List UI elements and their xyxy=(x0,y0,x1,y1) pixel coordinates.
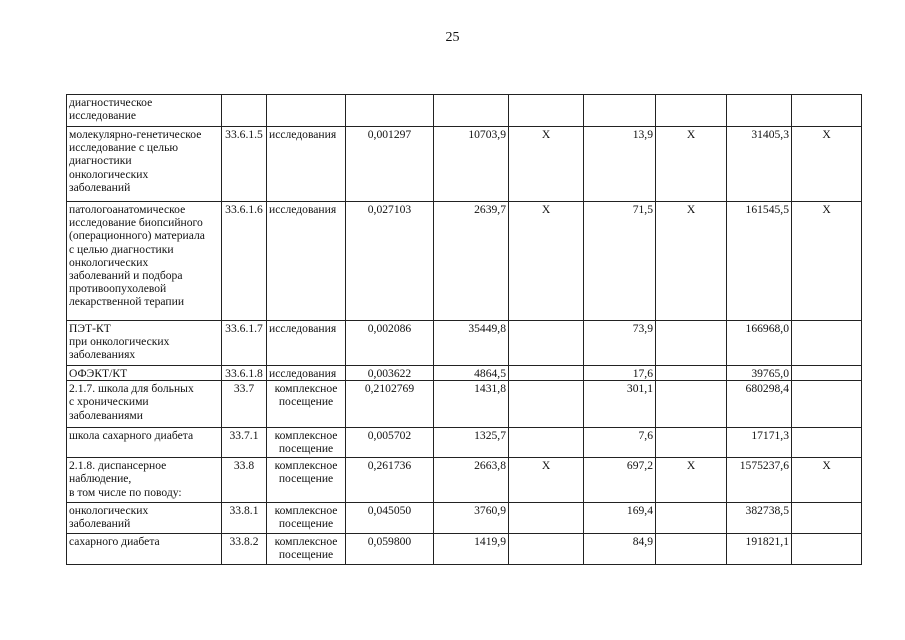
table-row xyxy=(67,321,862,366)
row-name: сахарного диабета xyxy=(67,534,222,565)
row-unit: комплексное посещение xyxy=(267,503,346,534)
row-x3 xyxy=(792,534,862,565)
row-x1: X xyxy=(509,202,584,321)
row-code: 33.8.1 xyxy=(222,503,267,534)
row-x2: X xyxy=(656,127,727,202)
table-row xyxy=(67,95,862,127)
row-per-capita: 7,6 xyxy=(584,428,656,458)
row-norm: 0,059800 xyxy=(346,534,434,565)
row-unit: комплексное посещение xyxy=(267,381,346,428)
row-norm: 0,005702 xyxy=(346,428,434,458)
row-unit: исследования xyxy=(267,321,346,366)
row-x1 xyxy=(509,381,584,428)
table-row xyxy=(67,127,862,202)
row-name: ОФЭКТ/КТ xyxy=(67,366,222,381)
table-row xyxy=(67,381,862,428)
row-code: 33.7.1 xyxy=(222,428,267,458)
row-total xyxy=(727,95,792,127)
row-per-capita: 301,1 xyxy=(584,381,656,428)
row-x2 xyxy=(656,534,727,565)
row-x3: X xyxy=(792,202,862,321)
row-cost xyxy=(434,95,509,127)
tariff-table xyxy=(66,94,862,565)
row-x1 xyxy=(509,321,584,366)
table-row xyxy=(67,428,862,458)
row-unit: комплексное посещение xyxy=(267,534,346,565)
row-per-capita: 697,2 xyxy=(584,458,656,503)
row-per-capita: 169,4 xyxy=(584,503,656,534)
row-code: 33.8 xyxy=(222,458,267,503)
row-name: патологоанатомическое исследование биопсийного (операционного) материала с целью диагностики онкологических заболеваний и подбора противоопухолевой лекарственной терапии xyxy=(67,202,222,321)
page-number: 25 xyxy=(445,30,460,45)
row-name: 2.1.7. школа для больных с хроническими заболеваниями xyxy=(67,381,222,428)
row-x3 xyxy=(792,321,862,366)
row-norm: 0,027103 xyxy=(346,202,434,321)
row-total: 161545,5 xyxy=(727,202,792,321)
row-cost: 1431,8 xyxy=(434,381,509,428)
row-x3 xyxy=(792,366,862,381)
row-x2 xyxy=(656,321,727,366)
row-norm: 0,001297 xyxy=(346,127,434,202)
row-x1: X xyxy=(509,127,584,202)
row-code: 33.8.2 xyxy=(222,534,267,565)
row-total: 382738,5 xyxy=(727,503,792,534)
row-x2: X xyxy=(656,458,727,503)
row-x2 xyxy=(656,428,727,458)
row-x2 xyxy=(656,366,727,381)
row-total: 31405,3 xyxy=(727,127,792,202)
row-code: 33.6.1.6 xyxy=(222,202,267,321)
row-total: 1575237,6 xyxy=(727,458,792,503)
row-name: молекулярно-генетическое исследование с целью диагностики онкологических заболеваний xyxy=(67,127,222,202)
row-code: 33.6.1.8 xyxy=(222,366,267,381)
row-name: ПЭТ-КТ при онкологических заболеваниях xyxy=(67,321,222,366)
row-x3: X xyxy=(792,458,862,503)
row-unit: комплексное посещение xyxy=(267,428,346,458)
row-total: 39765,0 xyxy=(727,366,792,381)
row-code: 33.6.1.7 xyxy=(222,321,267,366)
row-total: 191821,1 xyxy=(727,534,792,565)
table-row xyxy=(67,366,862,381)
row-unit: исследования xyxy=(267,366,346,381)
row-norm xyxy=(346,95,434,127)
row-cost: 4864,5 xyxy=(434,366,509,381)
row-x3 xyxy=(792,503,862,534)
row-total: 166968,0 xyxy=(727,321,792,366)
row-x2 xyxy=(656,503,727,534)
row-cost: 1419,9 xyxy=(434,534,509,565)
row-x1 xyxy=(509,503,584,534)
row-x1 xyxy=(509,534,584,565)
row-norm: 0,261736 xyxy=(346,458,434,503)
row-norm: 0,045050 xyxy=(346,503,434,534)
row-cost: 10703,9 xyxy=(434,127,509,202)
row-x2: X xyxy=(656,202,727,321)
row-code: 33.7 xyxy=(222,381,267,428)
row-name: школа сахарного диабета xyxy=(67,428,222,458)
row-per-capita xyxy=(584,95,656,127)
row-cost: 1325,7 xyxy=(434,428,509,458)
row-x1 xyxy=(509,366,584,381)
row-x2 xyxy=(656,381,727,428)
row-x1 xyxy=(509,95,584,127)
row-x3: X xyxy=(792,127,862,202)
row-norm: 0,002086 xyxy=(346,321,434,366)
row-total: 17171,3 xyxy=(727,428,792,458)
row-unit xyxy=(267,95,346,127)
table-row xyxy=(67,458,862,503)
row-unit: исследования xyxy=(267,202,346,321)
row-cost: 3760,9 xyxy=(434,503,509,534)
table-row xyxy=(67,534,862,565)
row-x3 xyxy=(792,95,862,127)
row-name: диагностическое исследование xyxy=(67,95,222,127)
row-unit: комплексное посещение xyxy=(267,458,346,503)
row-x2 xyxy=(656,95,727,127)
table-row xyxy=(67,202,862,321)
row-code xyxy=(222,95,267,127)
row-per-capita: 13,9 xyxy=(584,127,656,202)
row-per-capita: 17,6 xyxy=(584,366,656,381)
row-per-capita: 73,9 xyxy=(584,321,656,366)
row-cost: 2663,8 xyxy=(434,458,509,503)
row-x1 xyxy=(509,428,584,458)
row-norm: 0,2102769 xyxy=(346,381,434,428)
row-cost: 35449,8 xyxy=(434,321,509,366)
row-x3 xyxy=(792,381,862,428)
row-cost: 2639,7 xyxy=(434,202,509,321)
row-name: онкологических заболеваний xyxy=(67,503,222,534)
table-row xyxy=(67,503,862,534)
row-x1: X xyxy=(509,458,584,503)
row-per-capita: 71,5 xyxy=(584,202,656,321)
row-name: 2.1.8. диспансерное наблюдение, в том числе по поводу: xyxy=(67,458,222,503)
row-x3 xyxy=(792,428,862,458)
row-unit: исследования xyxy=(267,127,346,202)
row-per-capita: 84,9 xyxy=(584,534,656,565)
row-norm: 0,003622 xyxy=(346,366,434,381)
row-total: 680298,4 xyxy=(727,381,792,428)
row-code: 33.6.1.5 xyxy=(222,127,267,202)
